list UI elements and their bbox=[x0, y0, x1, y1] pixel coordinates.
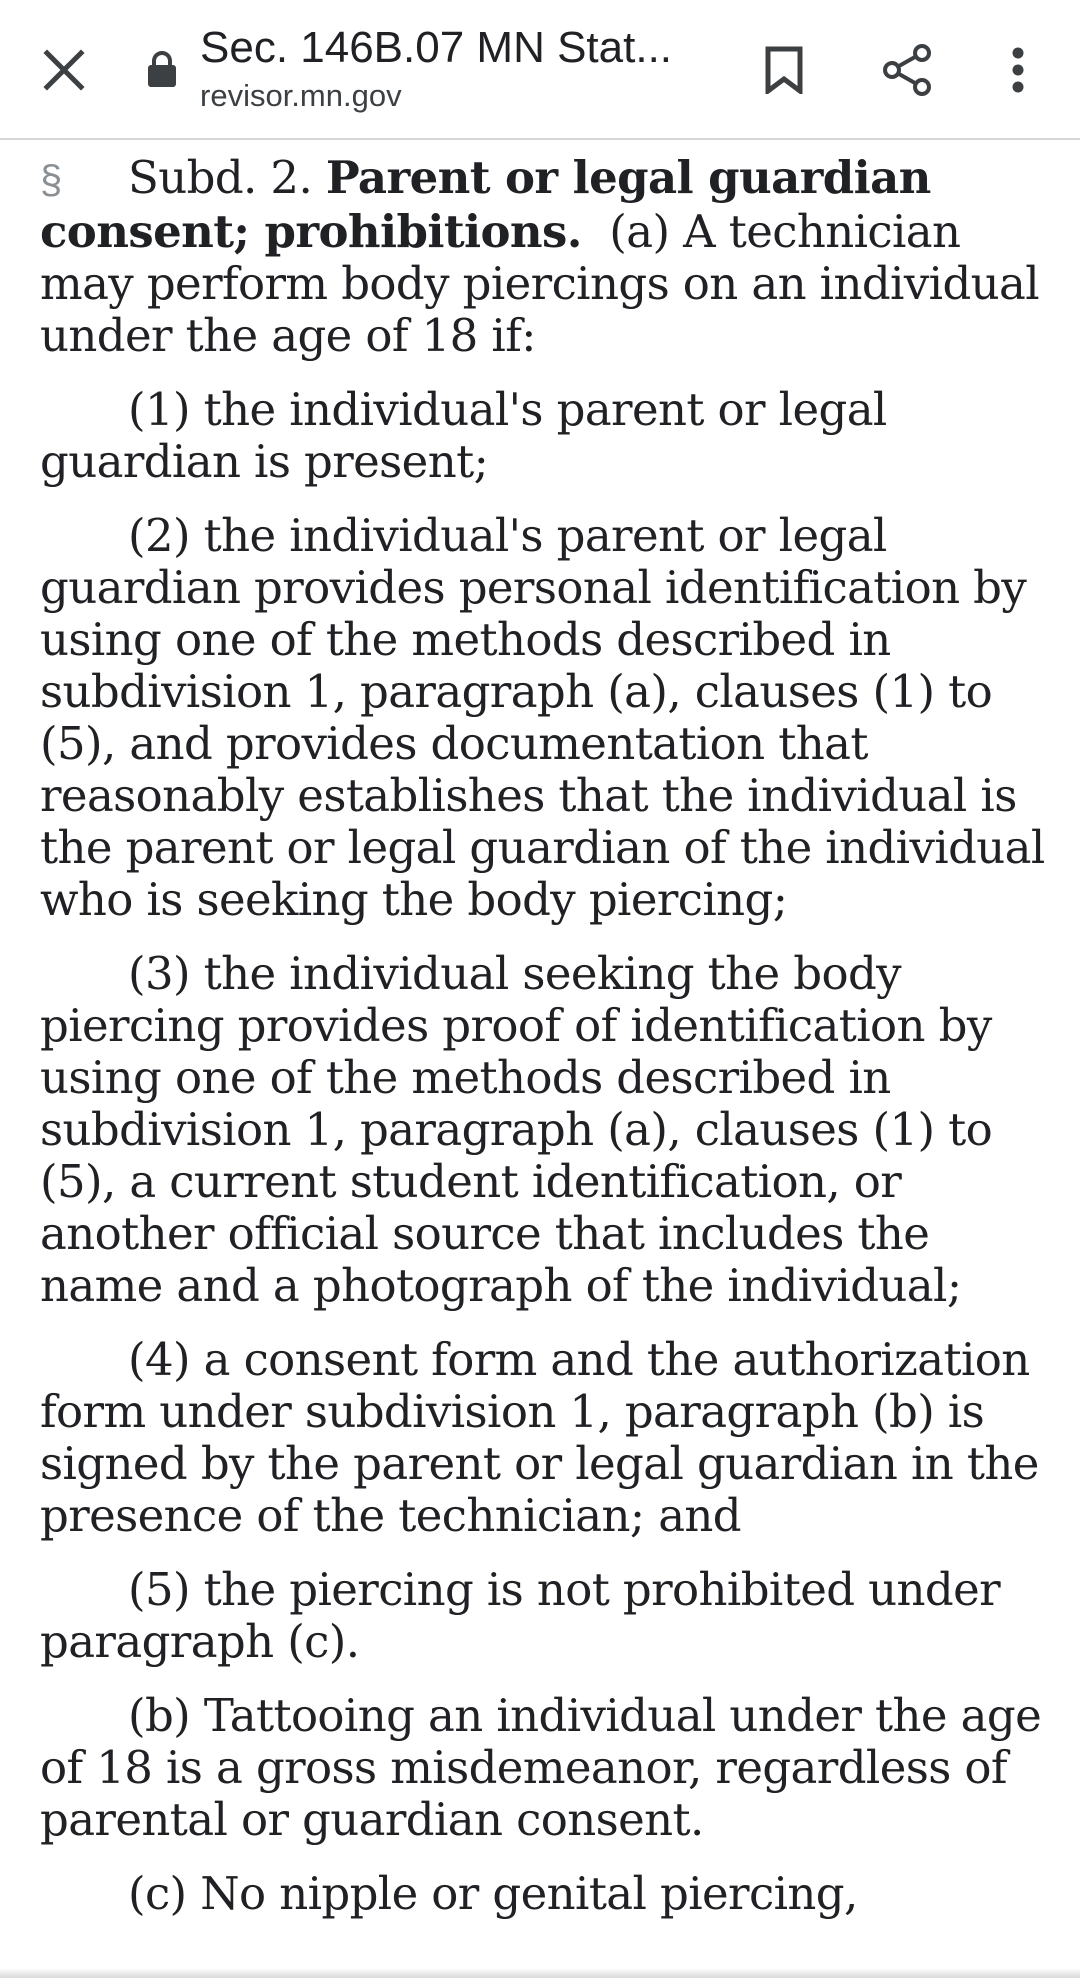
page-info[interactable] bbox=[200, 20, 700, 116]
bottom-edge-shadow bbox=[0, 1968, 1080, 1978]
paragraph-b: (b) Tattooing an individual under the age of 18 is a gross misdemeanor, regardless of parental or guardian consent. bbox=[40, 1689, 1042, 1846]
lock-icon bbox=[146, 50, 178, 88]
statute-content bbox=[40, 152, 1050, 1920]
close-icon bbox=[43, 49, 85, 91]
clause-4: (4) a consent form and the authorization form under subdivision 1, paragraph (b) is signed by the parent or legal guardian in the presence of the technician; and bbox=[40, 1333, 1039, 1542]
bookmark-icon bbox=[764, 46, 804, 94]
paragraph-c: (c) No nipple or genital piercing, bbox=[128, 1867, 858, 1920]
share-button[interactable] bbox=[864, 26, 952, 114]
custom-tab-toolbar bbox=[0, 0, 1080, 140]
more-options-button[interactable] bbox=[978, 26, 1058, 114]
clause-3: (3) the individual seeking the body piercing provides proof of identification by using one of the methods described in subdivision 1, paragraph (a), clauses (1) to (5), a current student identification, or another official source that includes the name and a photograph of the individual; bbox=[40, 947, 993, 1312]
page-url: revisor.mn.gov bbox=[200, 78, 402, 113]
close-button[interactable] bbox=[22, 28, 106, 112]
subdivision-intro bbox=[40, 152, 1050, 362]
subdivision-label: Subd. 2. bbox=[128, 151, 313, 204]
clause-5: (5) the piercing is not prohibited under paragraph (c). bbox=[40, 1563, 1001, 1668]
clause-2: (2) the individual's parent or legal guardian provides personal identification by using one of the methods described in subdivision 1, paragraph (a), clauses (1) to (5), and provides documentation that reasonably establishes that the individual is the parent or legal guardian of the individual who is seeking the body piercing; bbox=[40, 509, 1045, 926]
bookmark-button[interactable] bbox=[742, 28, 826, 112]
section-symbol-link[interactable]: § bbox=[40, 158, 62, 202]
paragraph-a-intro: (a) A technician may perform body piercings on an individual under the age of 18 if: bbox=[40, 205, 1040, 362]
subdivision-heading: Parent or legal guardian consent; prohibitions. bbox=[40, 151, 931, 258]
clause-1: (1) the individual's parent or legal guardian is present; bbox=[40, 383, 887, 488]
page-title: Sec. 146B.07 MN Stat... bbox=[200, 23, 673, 72]
share-icon bbox=[880, 42, 936, 98]
more-vert-icon bbox=[1010, 46, 1026, 94]
